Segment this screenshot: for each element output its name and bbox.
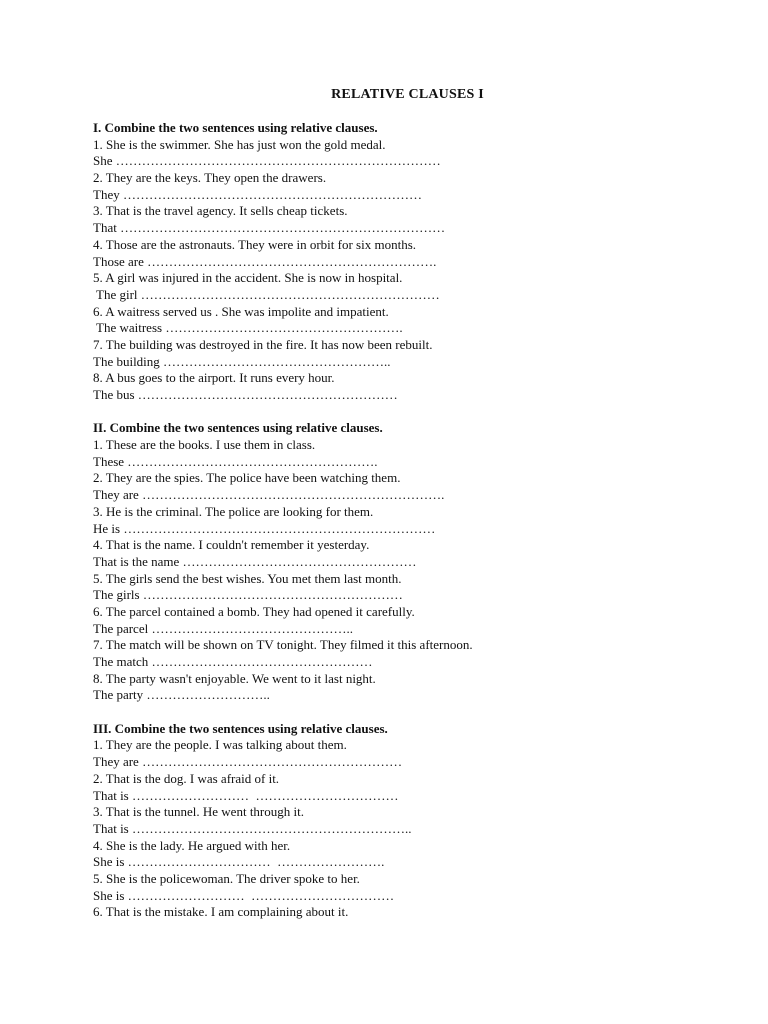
question-line: 4. That is the name. I couldn't remember it yesterday. bbox=[93, 537, 370, 553]
worksheet-content bbox=[93, 120, 713, 921]
question-line: 3. That is the tunnel. He went through it. bbox=[93, 804, 304, 820]
question-line: 1. These are the books. I use them in class. bbox=[93, 437, 316, 453]
question-line: 8. A bus goes to the airport. It runs every hour. bbox=[93, 370, 335, 386]
answer-line: Those are …………………………………………………………. bbox=[93, 253, 437, 269]
answer-line: The waitress ………………………………………………. bbox=[93, 320, 403, 336]
question-line: 5. She is the policewoman. The driver spoke to her. bbox=[93, 870, 360, 886]
question-line: 1. She is the swimmer. She has just won the gold medal. bbox=[93, 136, 386, 152]
question-line: 4. She is the lady. He argued with her. bbox=[93, 837, 291, 853]
answer-line: The girl …………………………………………………………… bbox=[93, 286, 440, 302]
exercise-section-3 bbox=[93, 721, 713, 921]
section-heading: II. Combine the two sentences using relative clauses. bbox=[93, 420, 383, 436]
question-line: 8. The party wasn't enjoyable. We went to it last night. bbox=[93, 670, 376, 686]
question-line: 6. That is the mistake. I am complaining about it. bbox=[93, 904, 349, 920]
question-line: 3. He is the criminal. The police are looking for them. bbox=[93, 503, 374, 519]
section-heading: III. Combine the two sentences using relative clauses. bbox=[93, 720, 388, 736]
question-line: 2. That is the dog. I was afraid of it. bbox=[93, 770, 280, 786]
answer-line: That is ……………………… …………………………… bbox=[93, 787, 399, 803]
answer-line: The match …………………………………………… bbox=[93, 654, 373, 669]
question-line: 7. The building was destroyed in the fire. It has now been rebuilt. bbox=[93, 336, 433, 352]
answer-line: They are ……………………………………………………………. bbox=[93, 487, 445, 503]
question-line: 5. A girl was injured in the accident. She is now in hospital. bbox=[93, 270, 403, 286]
page-title: RELATIVE CLAUSES I bbox=[331, 87, 484, 102]
answer-line: That ………………………………………………………………… bbox=[93, 220, 446, 236]
answer-line: The girls …………………………………………………… bbox=[93, 587, 403, 603]
answer-line: They are …………………………………………………… bbox=[93, 754, 403, 770]
answer-line: The bus …………………………………………………… bbox=[93, 387, 398, 402]
question-line: 4. Those are the astronauts. They were in orbit for six months. bbox=[93, 236, 417, 252]
question-line: 6. The parcel contained a bomb. They had opened it carefully. bbox=[93, 603, 415, 619]
answer-line: The party ……………………….. bbox=[93, 687, 270, 703]
question-line: 5. The girls send the best wishes. You met them last month. bbox=[93, 570, 402, 586]
answer-line: That is ……………………………………………………….. bbox=[93, 820, 412, 836]
answer-line: She is …………………………… ……………………. bbox=[93, 854, 385, 870]
answer-line: The building …………………………………………….. bbox=[93, 353, 391, 369]
question-line: 1. They are the people. I was talking about them. bbox=[93, 737, 347, 753]
question-line: 2. They are the spies. The police have been watching them. bbox=[93, 470, 401, 486]
question-line: 6. A waitress served us . She was impolite and impatient. bbox=[93, 303, 389, 319]
answer-line: She ………………………………………………………………… bbox=[93, 153, 441, 169]
answer-line: She is ……………………… …………………………… bbox=[93, 887, 395, 903]
answer-line: They …………………………………………………………… bbox=[93, 186, 422, 202]
question-line: 3. That is the travel agency. It sells cheap tickets. bbox=[93, 203, 348, 219]
exercise-section-2 bbox=[93, 420, 713, 704]
answer-line: He is ……………………………………………………………… bbox=[93, 520, 436, 536]
answer-line: These …………………………………………………. bbox=[93, 453, 378, 469]
answer-line: That is the name ……………………………………………… bbox=[93, 553, 417, 569]
section-heading: I. Combine the two sentences using relative clauses. bbox=[93, 120, 378, 135]
question-line: 2. They are the keys. They open the drawers. bbox=[93, 170, 327, 186]
question-line: 7. The match will be shown on TV tonight. They filmed it this afternoon. bbox=[93, 637, 473, 653]
exercise-section-1 bbox=[93, 120, 713, 404]
answer-line: The parcel ……………………………………….. bbox=[93, 620, 353, 636]
